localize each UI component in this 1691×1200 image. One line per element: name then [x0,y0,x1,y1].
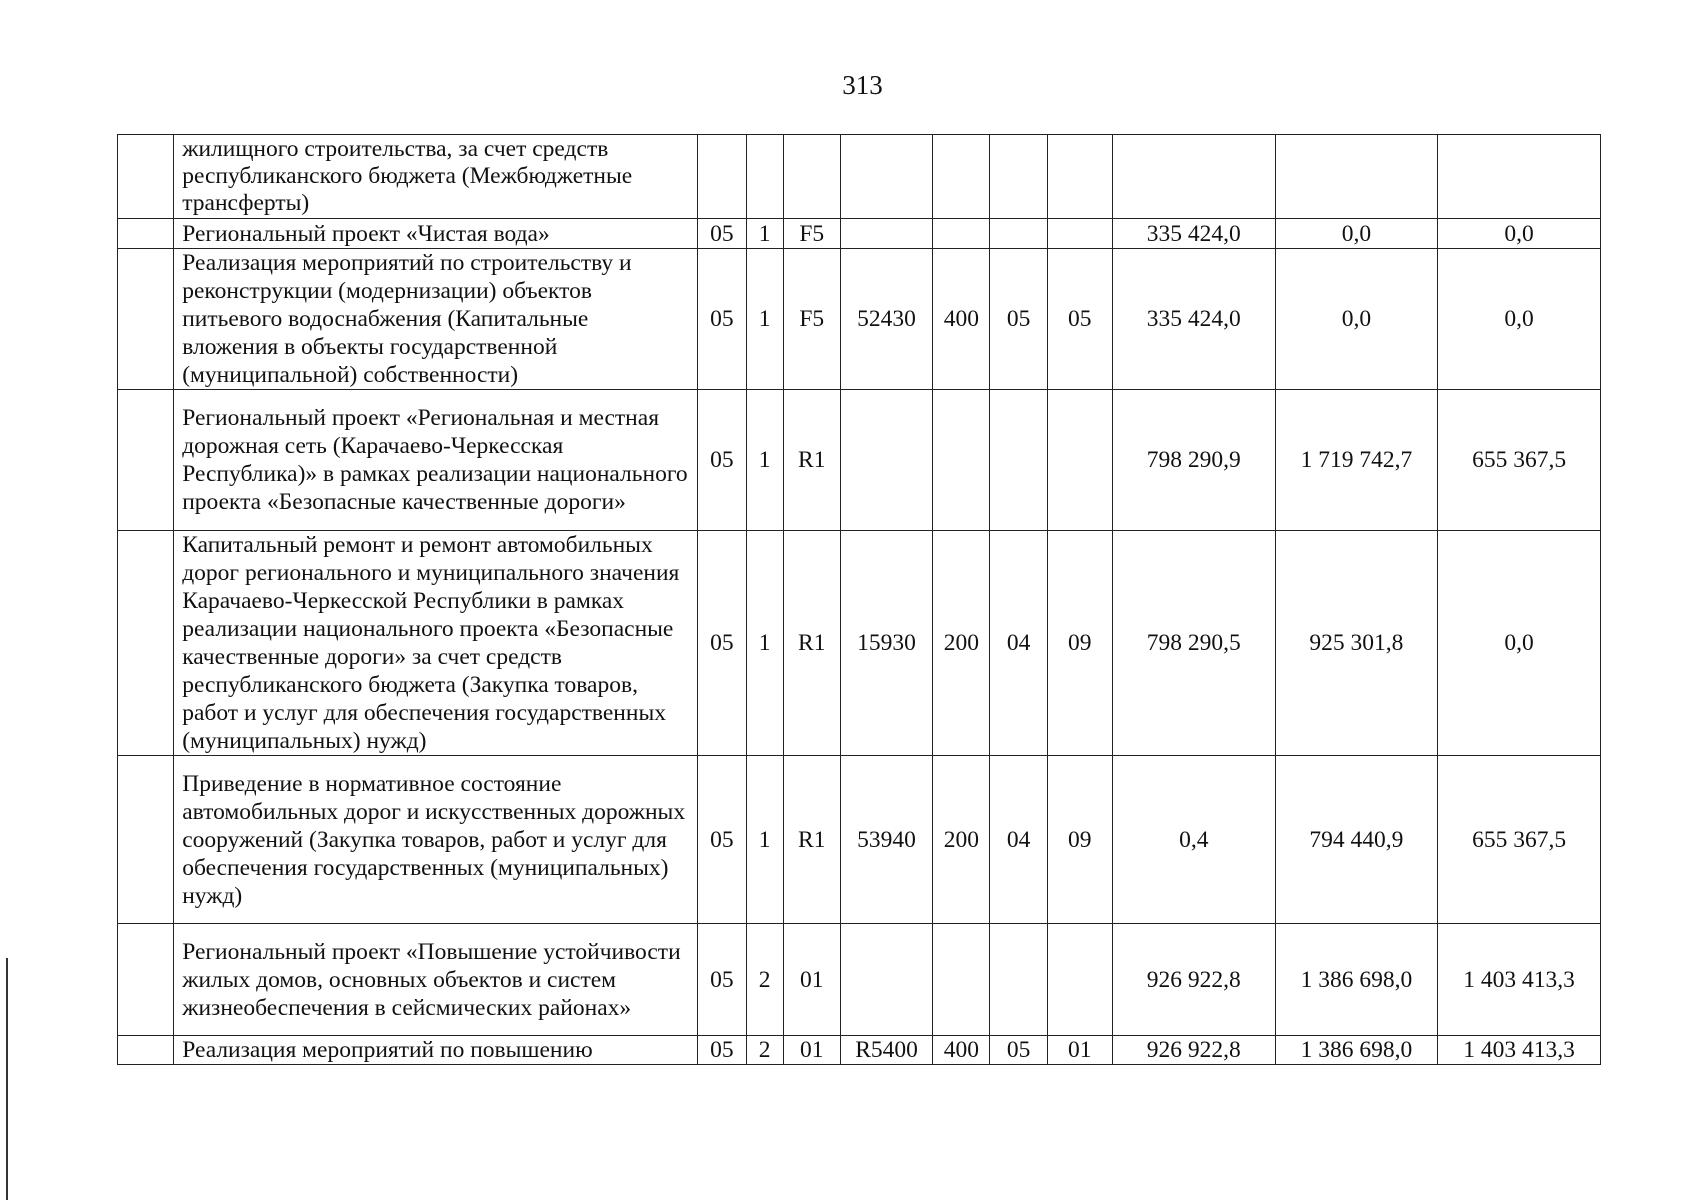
amount-cell: 925 301,8 [1275,531,1438,756]
amount-cell: 0,0 [1438,249,1601,390]
amount-cell: 655 367,5 [1438,390,1601,531]
code-cell [746,135,783,219]
code-cell: R1 [783,390,840,531]
description-cell: Региональный проект «Чистая вода» [174,219,698,249]
code-cell: 09 [1047,531,1112,756]
code-cell: 04 [990,531,1047,756]
table-row [118,135,1601,219]
code-cell [1047,924,1112,1036]
code-cell [1047,390,1112,531]
code-cell: 01 [1047,1036,1112,1065]
amount-cell [1112,135,1275,219]
code-cell: 53940 [840,756,932,924]
table-row [118,924,1601,1036]
code-cell: 05 [698,756,746,924]
amount-cell: 798 290,9 [1112,390,1275,531]
amount-cell: 0,0 [1275,249,1438,390]
row-number-cell [118,390,174,531]
description-cell: Региональный проект «Региональная и местная дорожная сеть (Карачаево-Черкесская Республика)» в рамках реализации национального проекта «Безопасные качественные дороги» [174,390,698,531]
table-row [118,1036,1601,1065]
code-cell: 400 [933,1036,990,1065]
code-cell [990,390,1047,531]
row-number-cell [118,1036,174,1065]
code-cell [933,924,990,1036]
page-number: 313 [842,70,883,100]
row-number-cell [118,756,174,924]
code-cell [933,135,990,219]
code-cell: 1 [746,756,783,924]
amount-cell [1438,135,1601,219]
code-cell [1047,135,1112,219]
amount-cell: 655 367,5 [1438,756,1601,924]
amount-cell: 798 290,5 [1112,531,1275,756]
amount-cell: 926 922,8 [1112,924,1275,1036]
amount-cell: 335 424,0 [1112,219,1275,249]
code-cell [990,219,1047,249]
table-row [118,756,1601,924]
row-number-cell [118,219,174,249]
code-cell: 05 [698,531,746,756]
code-cell: 200 [933,756,990,924]
amount-cell: 1 386 698,0 [1275,1036,1438,1065]
code-cell: 15930 [840,531,932,756]
amount-cell: 1 386 698,0 [1275,924,1438,1036]
code-cell [990,924,1047,1036]
amount-cell: 794 440,9 [1275,756,1438,924]
row-number-cell [118,531,174,756]
row-number-cell [118,135,174,219]
code-cell: 52430 [840,249,932,390]
amount-cell [1275,135,1438,219]
code-cell [1047,219,1112,249]
code-cell [840,390,932,531]
code-cell: 01 [783,924,840,1036]
row-number-cell [118,924,174,1036]
amount-cell: 1 403 413,3 [1438,1036,1601,1065]
description-cell: Региональный проект «Повышение устойчивости жилых домов, основных объектов и систем жизнеобеспечения в сейсмических районах» [174,924,698,1036]
amount-cell: 0,0 [1275,219,1438,249]
code-cell: 09 [1047,756,1112,924]
code-cell: 05 [990,249,1047,390]
code-cell [933,219,990,249]
code-cell: R1 [783,756,840,924]
amount-cell: 1 403 413,3 [1438,924,1601,1036]
code-cell: 1 [746,219,783,249]
code-cell: 400 [933,249,990,390]
code-cell: 05 [698,1036,746,1065]
description-cell: Капитальный ремонт и ремонт автомобильных дорог регионального и муниципального значения Карачаево-Черкесской Республики в рамках реализации национального проекта «Безопасные качественные дороги» за счет средств республиканского бюджета (Закупка товаров, работ и услуг для обеспечения государственных (муниципальных) нужд) [174,531,698,756]
amount-cell: 926 922,8 [1112,1036,1275,1065]
row-number-cell [118,249,174,390]
code-cell: 1 [746,531,783,756]
code-cell: 1 [746,390,783,531]
description-cell: Реализация мероприятий по строительству и реконструкции (модернизации) объектов питьевого водоснабжения (Капитальные вложения в объекты государственной (муниципальной) собственности) [174,249,698,390]
code-cell: 1 [746,249,783,390]
code-cell: R5400 [840,1036,932,1065]
description-cell: жилищного строительства, за счет средств республиканского бюджета (Межбюджетные трансферты) [174,135,698,219]
amount-cell: 0,0 [1438,219,1601,249]
code-cell [698,135,746,219]
code-cell [840,135,932,219]
scan-margin-line [6,958,8,1200]
code-cell: 04 [990,756,1047,924]
code-cell: 05 [698,219,746,249]
description-cell: Приведение в нормативное состояние автомобильных дорог и искусственных дорожных сооружений (Закупка товаров, работ и услуг для обеспечения государственных (муниципальных) нужд) [174,756,698,924]
code-cell: 05 [698,924,746,1036]
amount-cell: 1 719 742,7 [1275,390,1438,531]
code-cell: F5 [783,249,840,390]
table-row [118,219,1601,249]
code-cell [783,135,840,219]
code-cell: 2 [746,924,783,1036]
code-cell: F5 [783,219,840,249]
code-cell: 05 [698,249,746,390]
code-cell: 05 [990,1036,1047,1065]
code-cell: 2 [746,1036,783,1065]
code-cell: 01 [783,1036,840,1065]
code-cell: R1 [783,531,840,756]
code-cell: 200 [933,531,990,756]
code-cell [840,219,932,249]
code-cell: 05 [1047,249,1112,390]
code-cell [840,924,932,1036]
code-cell [990,135,1047,219]
table-row [118,390,1601,531]
budget-table [117,134,1601,1065]
table-row [118,531,1601,756]
table-row [118,249,1601,390]
code-cell: 05 [698,390,746,531]
code-cell [933,390,990,531]
amount-cell: 335 424,0 [1112,249,1275,390]
amount-cell: 0,0 [1438,531,1601,756]
description-cell: Реализация мероприятий по повышению [174,1036,698,1065]
amount-cell: 0,4 [1112,756,1275,924]
